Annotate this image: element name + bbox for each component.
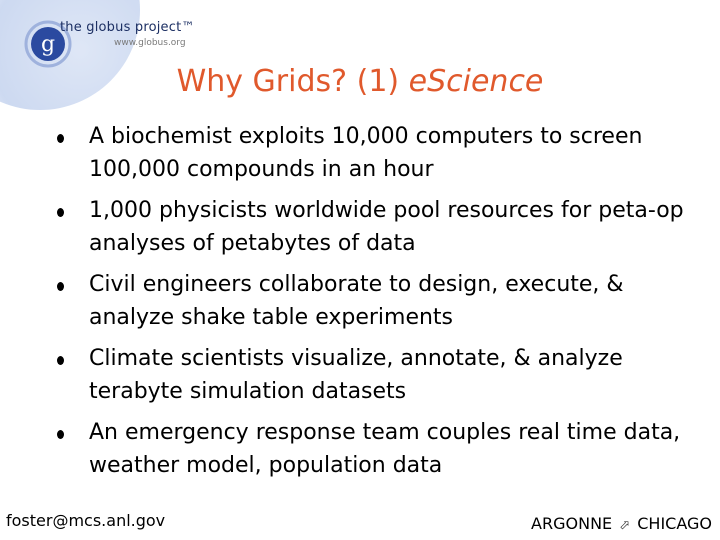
bullet-dot-icon: [57, 208, 64, 217]
bullet-item: [55, 268, 695, 334]
bullet-list: [55, 120, 695, 490]
bullet-item: [55, 342, 695, 408]
bullet-text: 1,000 physicists worldwide pool resources for peta-op analyses of petabytes of data: [89, 198, 684, 256]
footer-org-left: ARGONNE: [531, 514, 613, 533]
slide-title: [0, 64, 720, 99]
bullet-dot-icon: [57, 356, 64, 365]
bullet-text: An emergency response team couples real time data, weather model, population data: [89, 420, 681, 478]
bullet-dot-icon: [57, 134, 64, 143]
bullet-dot-icon: [57, 282, 64, 291]
bullet-dot-icon: [57, 430, 64, 439]
bullet-text: Civil engineers collaborate to design, execute, & analyze shake table experiments: [89, 272, 624, 330]
logo-name: the globus project™: [60, 20, 195, 35]
footer-org: [531, 514, 712, 533]
footer-org-right: CHICAGO: [637, 514, 712, 533]
bullet-item: [55, 416, 695, 482]
bullet-item: [55, 120, 695, 186]
arrow-icon: ⬀: [619, 518, 631, 533]
bullet-item: [55, 194, 695, 260]
logo-letter: g: [40, 32, 56, 57]
logo-url: www.globus.org: [114, 38, 186, 48]
slide-title-main: Why Grids? (1): [176, 64, 409, 99]
footer-email: foster@mcs.anl.gov: [6, 511, 166, 530]
slide-title-emphasis: eScience: [408, 64, 544, 99]
bullet-text: Climate scientists visualize, annotate, & analyze terabyte simulation datasets: [89, 346, 623, 404]
bullet-text: A biochemist exploits 10,000 computers to screen 100,000 compounds in an hour: [89, 124, 643, 182]
